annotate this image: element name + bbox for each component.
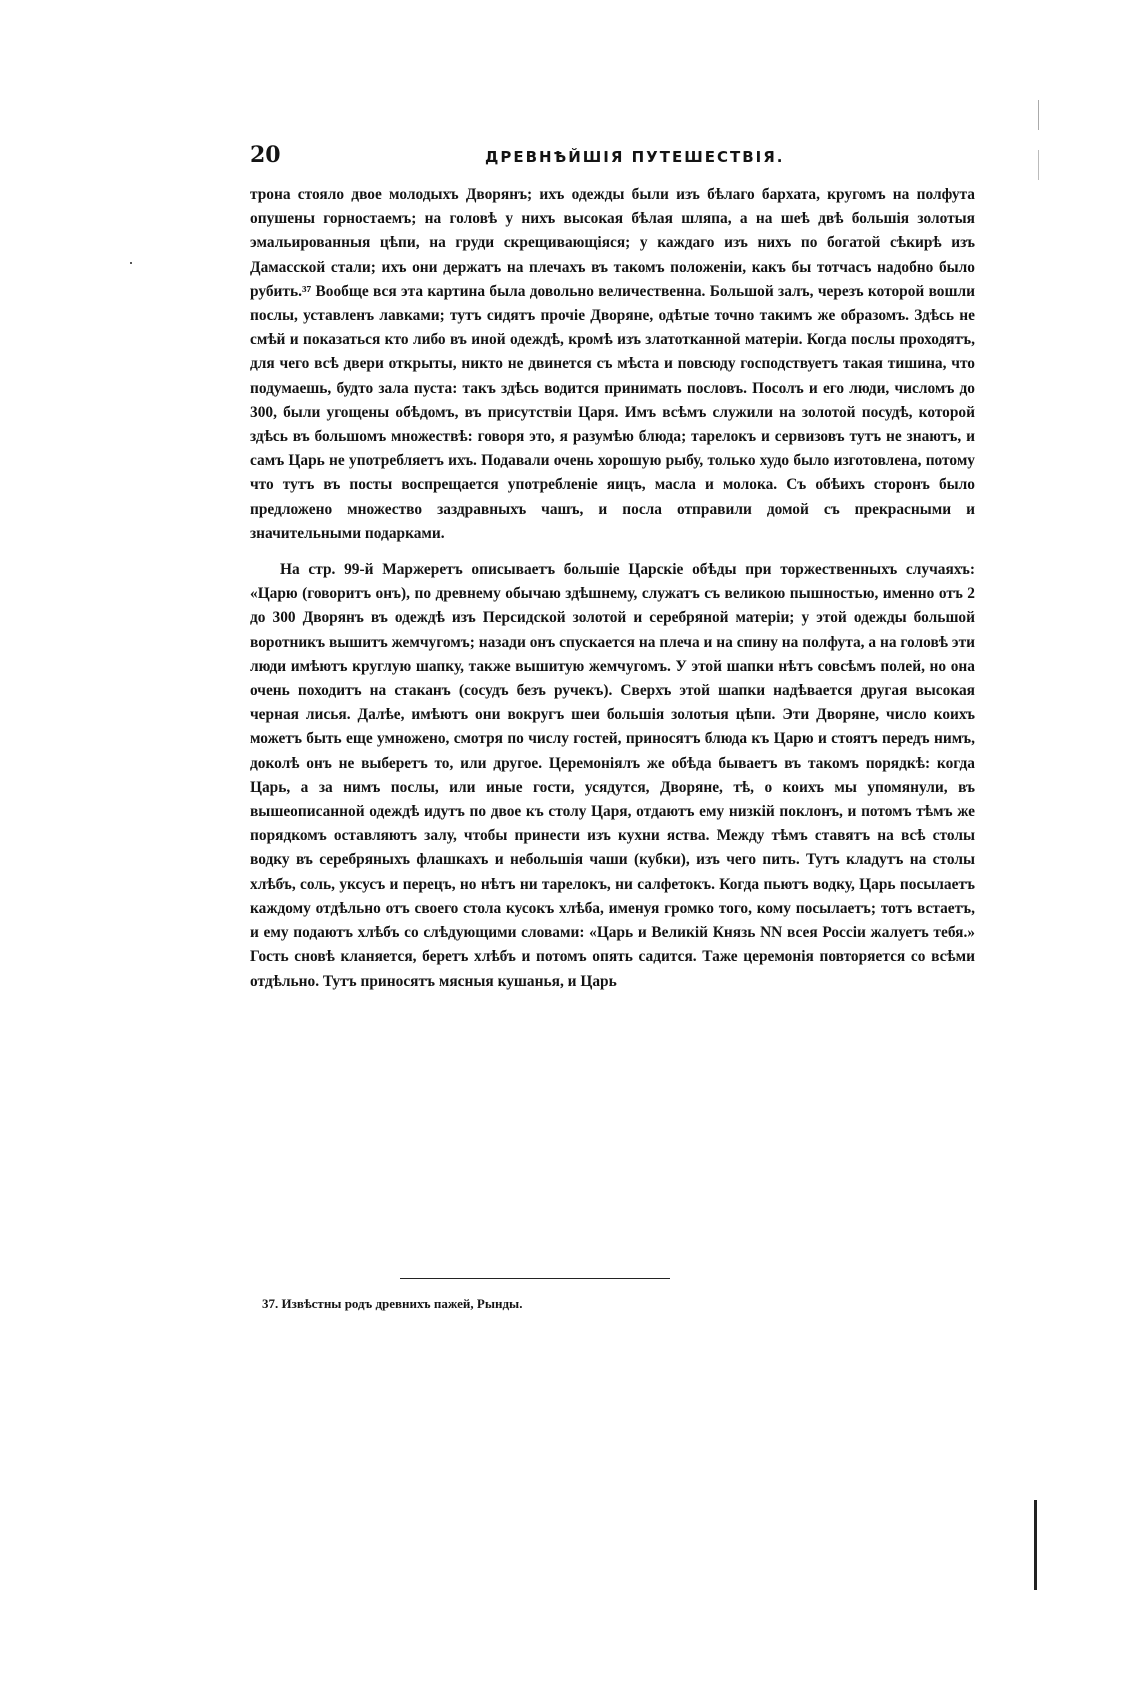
scan-artifact-dot: [130, 262, 132, 264]
footnote-divider: [400, 1278, 670, 1279]
page-number: 20: [250, 142, 281, 168]
body-text: [250, 183, 975, 994]
footnote: 37. Извѣстны родъ древнихъ пажей, Рынды.: [262, 1296, 523, 1311]
running-head: [250, 142, 975, 174]
scan-artifact-line: [1038, 100, 1039, 130]
paragraph-2: На стр. 99-й Маржеретъ описываетъ большіе Царскіе обѣды при торжественныхъ случаяхъ: «Царю (говоритъ онъ), по древнему обычаю здѣшнему, служатъ съ великою пышностью, именно отъ 2 до 300 Дворянъ въ одеждѣ изъ Персидской золотой и серебряной матеріи; у этой одежды большой воротникъ вышитъ жемчугомъ; назади онъ спускается на плеча и на спину на полфута, а на головѣ эти люди имѣютъ круглую шапку, также вышитую жемчугомъ. У этой шапки нѣтъ совсѣмъ полей, но она очень походитъ на стаканъ (сосудъ безъ ручекъ). Сверхъ этой шапки надѣвается другая высокая черная лисья. Далѣе, имѣютъ они вокругъ шеи большія золотыя цѣпи. Эти Дворяне, число коихъ можетъ быть еще умножено, смотря по числу гостей, приносятъ блюда къ Царю и стоятъ передъ нимъ, доколѣ онъ не выберетъ то, или другое. Церемоніялъ же обѣда бываетъ въ такомъ порядкѣ: когда Царь, а за нимъ послы, или иные гости, усядутся, Дворяне, тѣ, о коихъ мы упомянули, въ вышеописанной одеждѣ идутъ по двое къ столу Царя, отдаютъ ему низкій поклонъ, и потомъ тѣмъ же порядкомъ оставляютъ залу, чтобы принести изъ кухни яства. Между тѣмъ ставятъ на всѣ столы водку въ серебряныхъ флашкахъ и небольшія чаши (кубки), изъ чего пить. Тутъ кладутъ на столы хлѣбъ, соль, уксусъ и перецъ, но нѣтъ ни тарелокъ, ни салфетокъ. Когда пьютъ водку, Царь посылаетъ каждому отдѣльно отъ своего стола кусокъ хлѣба, именуя громко того, кому посылаетъ; тотъ встаетъ, и ему подаютъ хлѣбъ со слѣдующими словами: «Царь и Великій Князь NN всея Россіи жалуетъ тебя.» Гость сновѣ кланяется, беретъ хлѣбъ и потомъ опять садится. Таже церемонія повторяется со всѣми отдѣльно. Тутъ приносятъ мясныя кушанья, и Царь: [250, 561, 975, 990]
scan-artifact-line: [1034, 1500, 1037, 1590]
paragraph-1: трона стояло двое молодыхъ Дворянъ; ихъ одежды были изъ бѣлаго бархата, кругомъ на полфута опушены горностаемъ; на головѣ у нихъ высокая бѣлая шляпа, а на шеѣ двѣ большія золотыя эмальированныя цѣпи, на груди скрещивающіяся; у каждаго изъ нихъ по богатой сѣкирѣ изъ Дамасской стали; ихъ они держатъ на плечахъ въ такомъ положеніи, какъ бы тотчасъ надобно было рубить.³⁷ Вообще вся эта картина была довольно величественна. Большой залъ, черезъ которой вошли послы, уставленъ лавками; тутъ сидятъ прочіе Дворяне, одѣтые точно такимъ же образомъ. Здѣсь не смѣй и показаться кто либо въ иной одеждѣ, кромѣ изъ златотканной матеріи. Когда послы проходятъ, для чего всѣ двери открыты, никто не двинется съ мѣста и повсюду господствуетъ такая тишина, что подумаешь, будто зала пуста: такъ здѣсь водится принимать пословъ. Посолъ и его люди, числомъ до 300, были угощены обѣдомъ, въ присутствіи Царя. Имъ всѣмъ служили на золотой посудѣ, которой здѣсь въ большомъ множествѣ: говоря это, я разумѣю блюда; тарелокъ и сервизовъ тутъ не знаютъ, и самъ Царь не употребляетъ ихъ. Подавали очень хорошую рыбу, только худо было изготовлена, потому что тутъ въ посты воспрещается употребленіе яицъ, масла и молока. Съ обѣихъ сторонъ было предложено множество заздравныхъ чашъ, и посла отправили домой съ прекрасными и значительными подарками.: [250, 186, 975, 542]
running-title: ДРЕВНѢЙШІЯ ПУТЕШЕСТВІЯ.: [485, 148, 785, 166]
scan-artifact-line: [1038, 150, 1039, 180]
